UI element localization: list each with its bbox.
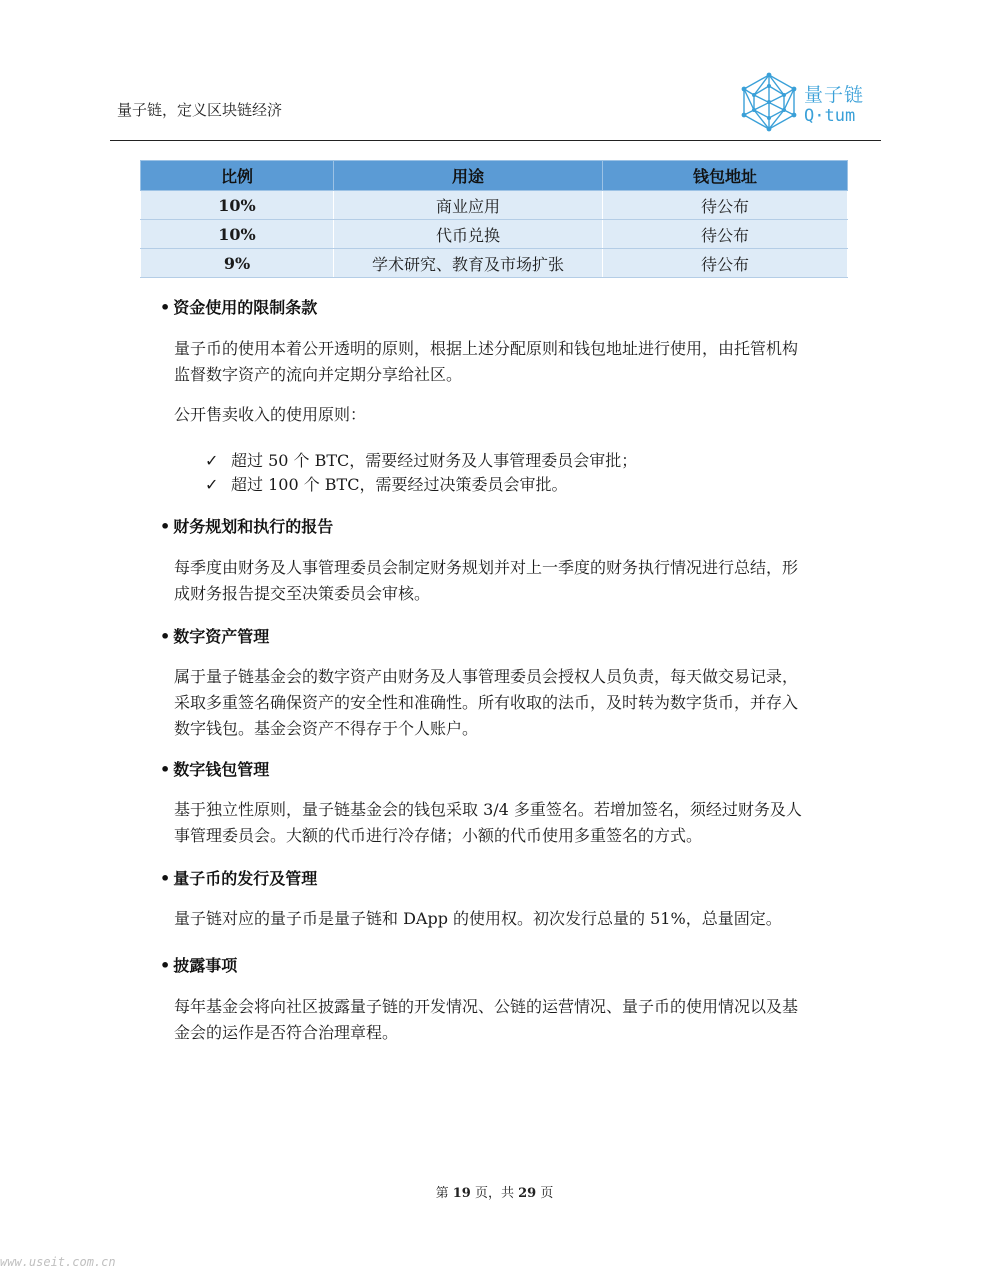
text-line: 采取多重签名确保资产的安全性和准确性。所有收取的法币，及时转为数字货币，并存入: [174, 693, 799, 712]
cell-wallet: 待公布: [603, 249, 848, 278]
cell-ratio: 10%: [141, 220, 334, 249]
table-row: [141, 191, 848, 220]
current-page-number: 19: [452, 1186, 471, 1201]
section-title: 数字资产管理: [173, 627, 270, 646]
watermark: www.useit.com.cn: [0, 1255, 116, 1269]
cell-ratio: 9%: [141, 249, 334, 278]
total-page-count: 29: [518, 1186, 537, 1201]
section-title: 资金使用的限制条款: [173, 298, 318, 317]
section-title: 数字钱包管理: [173, 760, 270, 779]
col-header-wallet: 钱包地址: [603, 161, 848, 191]
cell-wallet: 待公布: [603, 191, 848, 220]
text-line: 量子币的使用本着公开透明的原则，根据上述分配原则和钱包地址进行使用，由托管机构: [174, 339, 799, 358]
paragraph-disclosure: [174, 994, 872, 1046]
text-line: 基于独立性原则，量子链基金会的钱包采取 3/4 多重签名。若增加签名，须经过财务及人: [174, 800, 802, 819]
text-line: 数字钱包。基金会资产不得存于个人账户。: [174, 719, 479, 738]
table-row: [141, 220, 848, 249]
cell-ratio: 10%: [141, 191, 334, 220]
allocation-table: [140, 160, 848, 278]
list-item-text: 超过 50 个 BTC，需要经过财务及人事管理委员会审批；: [231, 451, 638, 470]
text-line: 金会的运作是否符合治理章程。: [174, 1023, 399, 1042]
header-divider: [110, 140, 881, 141]
text-line: 量子链对应的量子币是量子链和 DApp 的使用权。初次发行总量的 51%，总量固定。: [174, 909, 782, 928]
paragraph-finance: [174, 555, 872, 607]
list-item: [205, 448, 637, 471]
table-header-row: [141, 161, 848, 191]
paragraph-issuance: [174, 906, 872, 932]
cell-purpose: 学术研究、教育及市场扩张: [334, 249, 603, 278]
footer-middle: 页，共: [470, 1186, 519, 1201]
text-line: 事管理委员会。大额的代币进行冷存储；小额的代币使用多重签名的方式。: [174, 826, 703, 845]
page-footer: [0, 1182, 989, 1201]
qtum-logo: [738, 72, 878, 132]
qtum-network-icon: [738, 72, 800, 132]
bullet-icon: •: [160, 760, 171, 779]
checkmark-icon: ✓: [205, 451, 219, 470]
paragraph-sale-principles: 公开售卖收入的使用原则：: [174, 405, 367, 424]
cell-wallet: 待公布: [603, 220, 848, 249]
bullet-icon: •: [160, 517, 171, 536]
section-heading-issuance: [160, 866, 317, 889]
bullet-icon: •: [160, 298, 171, 317]
section-title: 量子币的发行及管理: [173, 869, 318, 888]
col-header-ratio: 比例: [141, 161, 334, 191]
section-heading-restrictions: [160, 295, 317, 318]
list-item-text: 超过 100 个 BTC，需要经过决策委员会审批。: [231, 475, 568, 494]
bullet-icon: •: [160, 627, 171, 646]
list-item: [205, 472, 567, 495]
footer-suffix: 页: [536, 1186, 554, 1201]
checkmark-icon: ✓: [205, 475, 219, 494]
logo-chinese-text: 量子链: [804, 84, 865, 106]
logo-english-text: Q·tum: [804, 106, 856, 126]
paragraph-wallet: [174, 797, 872, 849]
section-heading-finance: [160, 514, 333, 537]
cell-purpose: 商业应用: [334, 191, 603, 220]
text-line: 每季度由财务及人事管理委员会制定财务规划并对上一季度的财务执行情况进行总结，形: [174, 558, 799, 577]
header-title: 量子链，定义区块链经济: [117, 101, 283, 119]
col-header-purpose: 用途: [334, 161, 603, 191]
cell-purpose: 代币兑换: [334, 220, 603, 249]
text-line: 成财务报告提交至决策委员会审核。: [174, 584, 431, 603]
paragraph-digital-assets: [174, 664, 872, 742]
section-title: 财务规划和执行的报告: [173, 517, 334, 536]
bullet-icon: •: [160, 869, 171, 888]
section-heading-disclosure: [160, 953, 237, 976]
section-heading-wallet: [160, 757, 269, 780]
bullet-icon: •: [160, 956, 171, 975]
paragraph-restrictions: [174, 336, 872, 388]
text-line: 每年基金会将向社区披露量子链的开发情况、公链的运营情况、量子币的使用情况以及基: [174, 997, 799, 1016]
text-line: 属于量子链基金会的数字资产由财务及人事管理委员会授权人员负责，每天做交易记录，: [174, 667, 799, 686]
table-row: [141, 249, 848, 278]
footer-prefix: 第: [435, 1186, 453, 1201]
section-title: 披露事项: [173, 956, 238, 975]
text-line: 监督数字资产的流向并定期分享给社区。: [174, 365, 463, 384]
section-heading-digital-assets: [160, 624, 269, 647]
